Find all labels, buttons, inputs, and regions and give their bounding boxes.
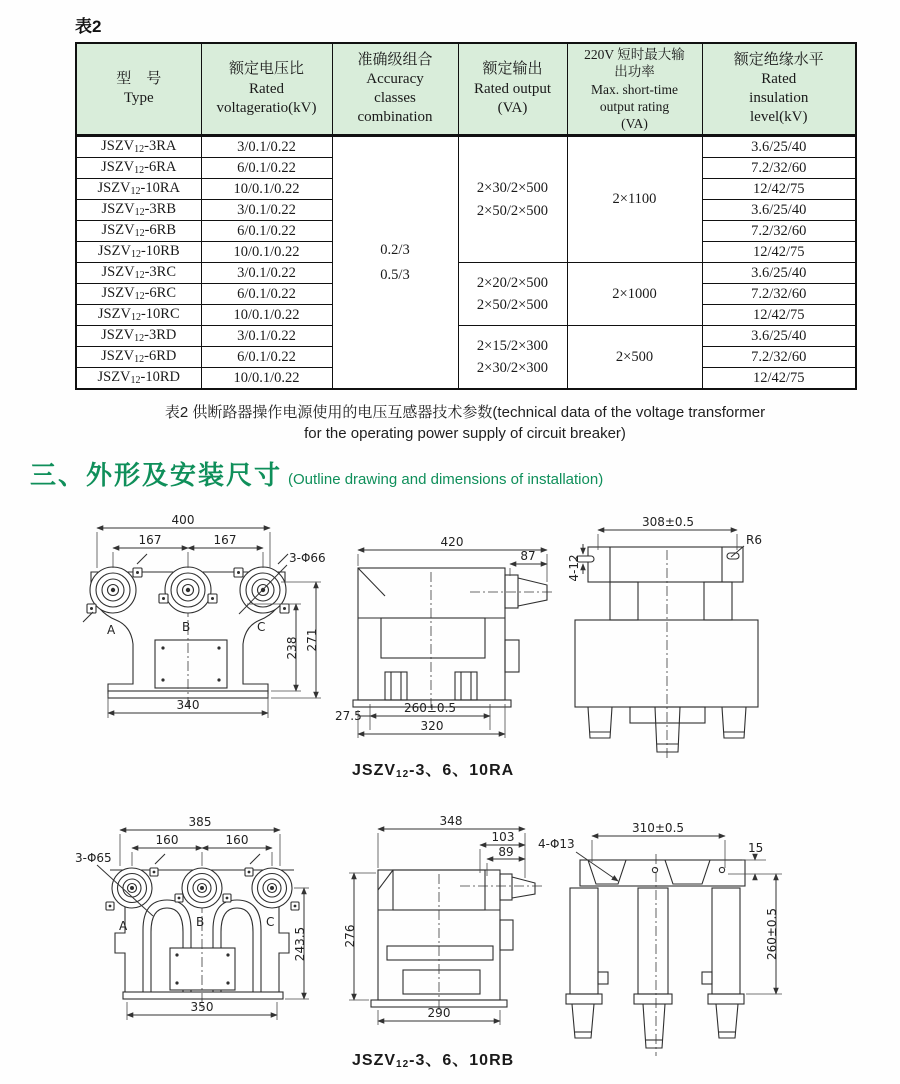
dim-ra-420: 420 xyxy=(440,535,464,549)
header-ins-en1: Rated xyxy=(761,70,797,87)
cell-type: JSZV12-10RD xyxy=(76,368,201,390)
cell-type: JSZV12-3RA xyxy=(76,136,201,158)
cell-type: JSZV12-10RA xyxy=(76,179,201,200)
header-row xyxy=(76,43,856,136)
label-rb-holes: 4-Φ13 xyxy=(538,837,575,851)
header-out-en2: (VA) xyxy=(497,99,528,116)
dim-rb-2435: 243.5 xyxy=(293,926,307,962)
cell-insulation: 3.6/25/40 xyxy=(702,200,856,221)
dim-ra-400: 400 xyxy=(171,513,195,527)
dim-ra-340: 340 xyxy=(176,698,200,712)
cell-ratio: 6/0.1/0.22 xyxy=(201,221,332,242)
header-type-cn: 型 号 xyxy=(116,70,162,87)
header-ins-en2: insulation xyxy=(749,90,809,107)
cell-short-time: 2×1000 xyxy=(567,263,702,326)
spec-table xyxy=(75,42,857,390)
dim-ra-167b: 167 xyxy=(213,533,237,547)
cell-ratio: 3/0.1/0.22 xyxy=(201,200,332,221)
cell-type: JSZV12-6RB xyxy=(76,221,201,242)
header-st-en3: (VA) xyxy=(621,116,648,132)
label-ra-slot: 4-12 xyxy=(567,554,581,582)
caption-line-2: for the operating power supply of circuit breaker) xyxy=(304,425,626,442)
col-header-type xyxy=(76,43,201,136)
cell-short-time: 2×1100 xyxy=(567,136,702,263)
cell-type: JSZV12-10RB xyxy=(76,242,201,263)
dim-rb-350: 350 xyxy=(190,1000,214,1014)
header-ins-en3: level(kV) xyxy=(750,109,808,126)
cell-type: JSZV12-6RA xyxy=(76,158,201,179)
header-st-cn1: 220V 短时最大输 xyxy=(584,47,685,62)
drawing-ra-rear-view xyxy=(567,512,900,762)
header-st-cn2: 出功率 xyxy=(614,64,655,80)
cell-ratio: 6/0.1/0.22 xyxy=(201,347,332,368)
drawing-label-ra: JSZV12-3、6、10RA xyxy=(352,762,515,780)
dim-rb-103: 103 xyxy=(491,830,515,844)
rb-rear-dimensions xyxy=(538,821,782,994)
cell-ratio: 10/0.1/0.22 xyxy=(201,242,332,263)
col-header-insulation xyxy=(702,43,856,136)
phase-b-label: B xyxy=(196,915,205,929)
col-header-short-time xyxy=(567,43,702,136)
cell-insulation: 12/42/75 xyxy=(702,368,856,390)
phase-c-label: C xyxy=(266,915,275,929)
caption-line-1: 表2 供断路器操作电源使用的电压互感器技术参数(technical data of the voltage transformer xyxy=(164,404,766,421)
cell-insulation: 7.2/32/60 xyxy=(702,347,856,368)
header-st-en2: output rating xyxy=(599,98,670,114)
cell-ratio: 10/0.1/0.22 xyxy=(201,179,332,200)
header-ratio-cn: 额定电压比 xyxy=(228,61,304,78)
rb-side-dimensions xyxy=(343,814,525,1025)
table-caption xyxy=(60,402,870,444)
cell-ratio: 3/0.1/0.22 xyxy=(201,326,332,347)
dim-rb-15: 15 xyxy=(748,841,764,855)
col-header-accuracy xyxy=(332,43,458,136)
header-acc-en1: Accuracy xyxy=(366,70,424,87)
cell-insulation: 12/42/75 xyxy=(702,179,856,200)
dim-ra-275: 27.5 xyxy=(335,709,362,723)
header-acc-en3: combination xyxy=(357,109,433,126)
dim-rb-89: 89 xyxy=(498,845,514,859)
dim-ra-308: 308±0.5 xyxy=(641,515,695,529)
cell-ratio: 3/0.1/0.22 xyxy=(201,136,332,158)
label-ra-r6: R6 xyxy=(746,533,762,547)
cell-short-time: 2×500 xyxy=(567,326,702,390)
cell-ratio: 10/0.1/0.22 xyxy=(201,305,332,326)
header-ratio-en1: Rated xyxy=(249,80,284,97)
cell-output: 2×15/2×300 2×30/2×300 xyxy=(458,326,567,390)
dim-ra-238: 238 xyxy=(285,636,299,660)
cell-type: JSZV12-6RC xyxy=(76,284,201,305)
cell-type: JSZV12-3RC xyxy=(76,263,201,284)
header-st-en1: Max. short-time xyxy=(591,81,678,97)
rb-side-body xyxy=(371,870,542,1012)
dim-rb-160b: 160 xyxy=(225,833,249,847)
col-header-ratio xyxy=(201,43,332,136)
header-out-cn: 额定输出 xyxy=(482,61,543,78)
table-row xyxy=(76,263,856,284)
cell-type: JSZV12-3RD xyxy=(76,326,201,347)
cell-type: JSZV12-10RC xyxy=(76,305,201,326)
dim-ra-271: 271 xyxy=(305,628,319,652)
dim-ra-87: 87 xyxy=(520,549,536,563)
cell-type: JSZV12-6RD xyxy=(76,347,201,368)
header-out-en1: Rated output xyxy=(473,80,552,97)
drawing-label-rb: JSZV12-3、6、10RB xyxy=(352,1052,515,1070)
cell-type: JSZV12-3RB xyxy=(76,200,201,221)
dim-rb-276: 276 xyxy=(343,924,357,948)
label-rb-holes: 3-Φ65 xyxy=(75,851,112,865)
header-ins-cn: 额定绝缘水平 xyxy=(733,51,824,68)
cell-insulation: 7.2/32/60 xyxy=(702,284,856,305)
cell-output: 2×30/2×500 2×50/2×500 xyxy=(458,136,567,263)
header-type-en: Type xyxy=(123,90,154,107)
dim-rb-260: 260±0.5 xyxy=(765,907,779,961)
cell-insulation: 3.6/25/40 xyxy=(702,326,856,347)
col-header-output xyxy=(458,43,567,136)
cell-ratio: 3/0.1/0.22 xyxy=(201,263,332,284)
cell-ratio: 6/0.1/0.22 xyxy=(201,158,332,179)
dim-ra-320: 320 xyxy=(420,719,444,733)
drawing-rb-rear-view xyxy=(530,822,900,1064)
section-heading xyxy=(30,455,603,492)
ra-side-body xyxy=(353,568,553,712)
dim-ra-260: 260±0.5 xyxy=(403,701,457,715)
cell-ratio: 6/0.1/0.22 xyxy=(201,284,332,305)
label-ra-holes: 3-Φ66 xyxy=(289,551,326,565)
header-acc-cn: 准确级组合 xyxy=(357,51,433,68)
cell-insulation: 7.2/32/60 xyxy=(702,221,856,242)
cell-insulation: 12/42/75 xyxy=(702,305,856,326)
dim-rb-385: 385 xyxy=(188,815,212,829)
drawing-ra-front-view xyxy=(75,512,330,744)
dim-rb-310: 310±0.5 xyxy=(631,821,685,835)
cell-ratio: 10/0.1/0.22 xyxy=(201,368,332,390)
ra-rear-body xyxy=(575,547,758,759)
header-acc-en2: classes xyxy=(374,90,416,107)
phase-c-label: C xyxy=(257,620,266,634)
phase-a-label: A xyxy=(107,623,116,637)
dim-rb-290: 290 xyxy=(427,1006,451,1020)
phase-b-label: B xyxy=(182,620,191,634)
rb-front-bushings xyxy=(106,854,299,910)
header-ratio-en2: voltageratio(kV) xyxy=(216,99,317,116)
section-heading-en: (Outline drawing and dimensions of installation) xyxy=(288,471,604,488)
drawing-rb-front-view xyxy=(75,815,330,1026)
dim-ra-167a: 167 xyxy=(138,533,162,547)
cell-insulation: 7.2/32/60 xyxy=(702,158,856,179)
cell-output: 2×20/2×500 2×50/2×500 xyxy=(458,263,567,326)
dim-rb-160a: 160 xyxy=(155,833,179,847)
ra-rear-dimensions xyxy=(567,515,762,582)
table-row xyxy=(76,326,856,347)
ra-front-bushings xyxy=(83,554,289,622)
drawing-ra-side-view xyxy=(335,520,580,748)
cell-insulation: 12/42/75 xyxy=(702,242,856,263)
section-heading-cn: 三、外形及安装尺寸 xyxy=(30,460,283,490)
table-tag: 表2 xyxy=(75,17,102,36)
phase-a-label: A xyxy=(119,919,128,933)
rb-rear-body xyxy=(566,854,745,1056)
cell-accuracy: 0.2/3 0.5/3 xyxy=(332,136,458,390)
table-row xyxy=(76,136,856,158)
cell-insulation: 3.6/25/40 xyxy=(702,136,856,158)
ra-front-dimensions xyxy=(97,513,326,718)
dim-rb-348: 348 xyxy=(439,814,463,828)
cell-insulation: 3.6/25/40 xyxy=(702,263,856,284)
